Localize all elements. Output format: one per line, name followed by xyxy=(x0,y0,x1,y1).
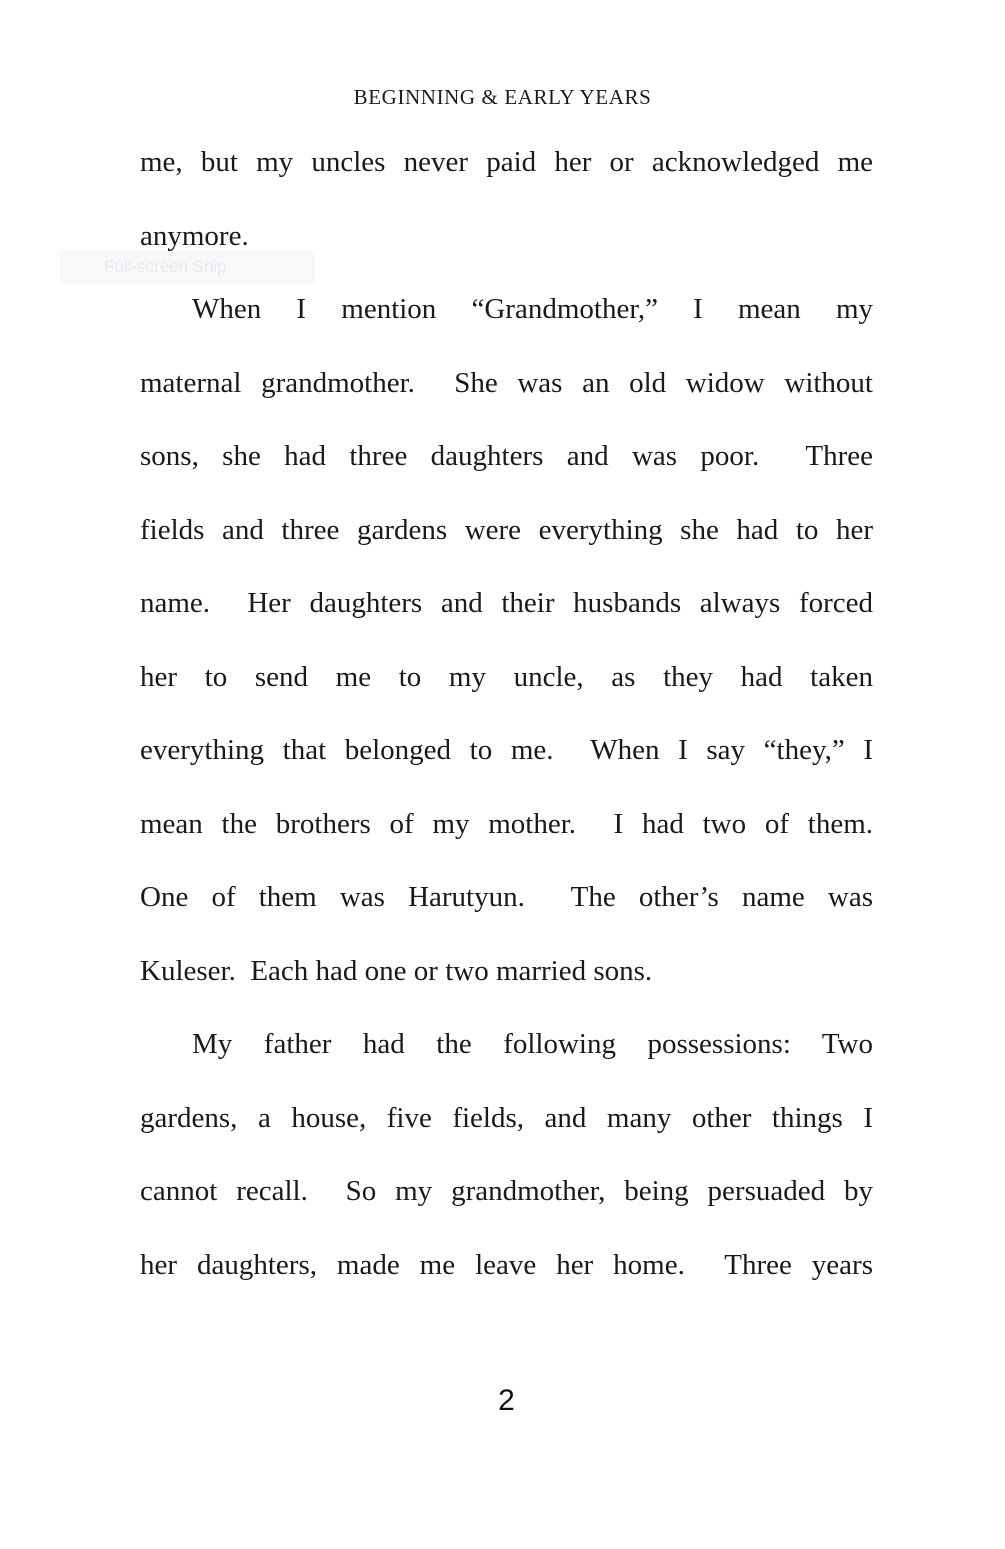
text-line: My father had the following possessions: Two xyxy=(192,1028,873,1060)
text-line: Kuleser. Each had one or two married sons. xyxy=(140,954,653,987)
text-line: everything that belonged to me. When I say “they,” I xyxy=(140,734,873,766)
fullscreen-snip-label: Full-screen Snip xyxy=(104,257,227,276)
text-line: When I mention “Grandmother,” I mean my xyxy=(192,293,873,325)
text-line: maternal grandmother. She was an old widow without xyxy=(140,366,873,399)
text-line: her to send me to my uncle, as they had taken xyxy=(140,660,873,693)
text-line: cannot recall. So my grandmother, being persuaded by xyxy=(140,1175,873,1207)
text-line: her daughters, made me leave her home. Three years xyxy=(140,1248,873,1281)
text-line: anymore. xyxy=(140,219,249,252)
text-line: fields and three gardens were everything she had to her xyxy=(140,513,873,546)
running-header: BEGINNING & EARLY YEARS xyxy=(353,85,652,109)
text-line: name. Her daughters and their husbands always forced xyxy=(140,587,873,619)
text-line: gardens, a house, five fields, and many other things I xyxy=(140,1101,873,1134)
text-line: me, but my uncles never paid her or acknowledged me xyxy=(140,146,873,178)
body-text xyxy=(140,126,873,1302)
text-line: One of them was Harutyun. The other’s name was xyxy=(140,881,873,913)
text-line: mean the brothers of my mother. I had two of them. xyxy=(140,807,873,840)
page-number: 2 xyxy=(498,1384,515,1417)
text-line: sons, she had three daughters and was poor. Three xyxy=(140,440,873,472)
